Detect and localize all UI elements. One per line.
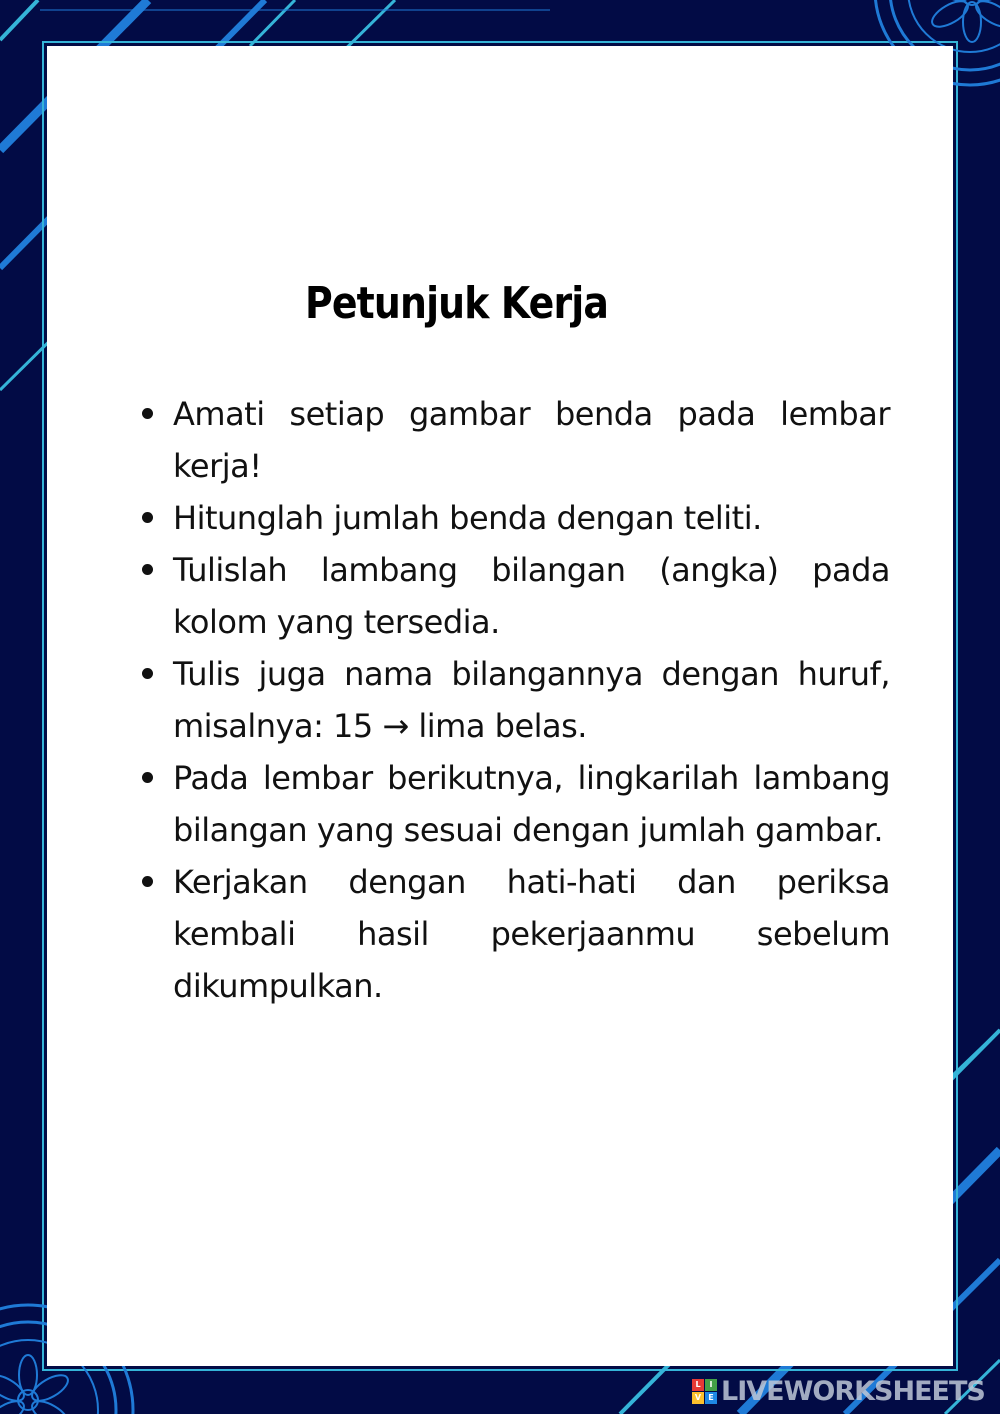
logo-letter-v: V <box>692 1392 704 1404</box>
instruction-list <box>173 388 890 1012</box>
liveworksheets-logo-icon <box>692 1379 717 1404</box>
instruction-item: Tulislah lambang bilangan (angka) pada kolom yang tersedia. <box>173 544 890 648</box>
instruction-item: Pada lembar berikutnya, lingkarilah lambang bilangan yang sesuai dengan jumlah gambar. <box>173 752 890 856</box>
instruction-item: Amati setiap gambar benda pada lembar kerja! <box>173 388 890 492</box>
instruction-item: Tulis juga nama bilangannya dengan huruf, misalnya: 15 → lima belas. <box>173 648 890 752</box>
instruction-item: Kerjakan dengan hati-hati dan periksa kembali hasil pekerjaanmu sebelum dikumpulkan. <box>173 856 890 1012</box>
logo-letter-l: L <box>692 1379 704 1391</box>
logo-letter-e: E <box>705 1392 717 1404</box>
liveworksheets-watermark <box>692 1375 985 1407</box>
page-title: Petunjuk Kerja <box>305 278 609 329</box>
instruction-item: Hitunglah jumlah benda dengan teliti. <box>173 492 890 544</box>
watermark-text: LIVEWORKSHEETS <box>721 1375 985 1407</box>
logo-letter-i: I <box>705 1379 717 1391</box>
